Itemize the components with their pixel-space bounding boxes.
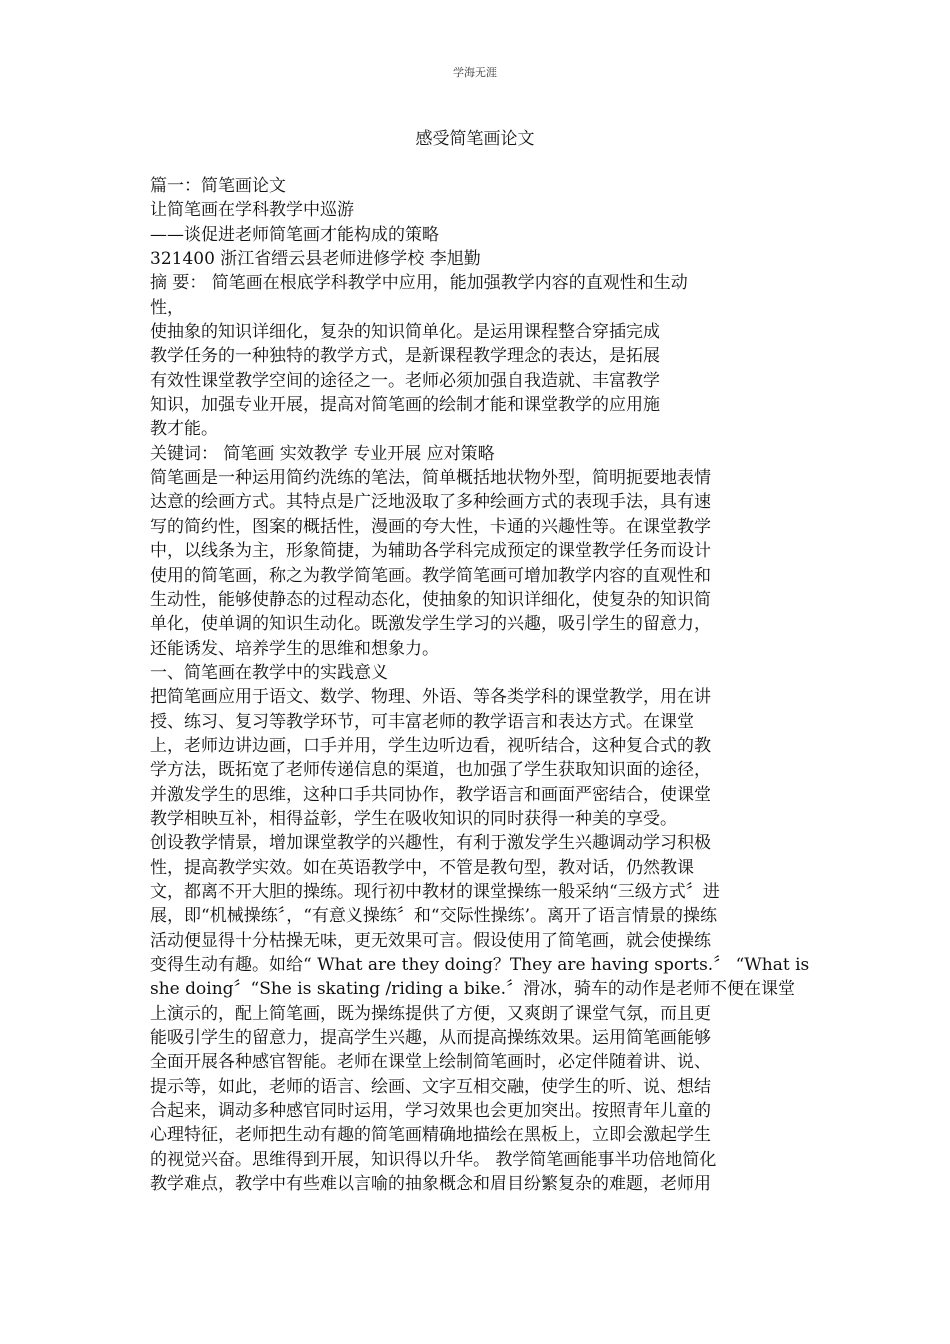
text-line: 文，都离不开大胆的操练。现行初中教材的课堂操练一般采纳“三级方式〞进 xyxy=(150,881,720,902)
text-line: 性， xyxy=(150,297,184,318)
text-line: 活动便显得十分枯操无味，更无效果可言。假设使用了简笔画，就会使操练 xyxy=(150,930,711,951)
text-line: 使抽象的知识详细化，复杂的知识简单化。是运用课程整合穿插完成 xyxy=(150,322,660,343)
text-line: 简笔画是一种运用简约洗练的笔法，简单概括地状物外型，简明扼要地表情 xyxy=(150,468,711,489)
text-line: 合起来，调动多种感官同时运用，学习效果也会更加突出。按照青年儿童的 xyxy=(150,1101,711,1122)
text-line: 关键词： 简笔画 实效教学 专业开展 应对策略 xyxy=(150,443,495,464)
text-line: 生动性，能够使静态的过程动态化，使抽象的知识详细化，使复杂的知识简 xyxy=(150,589,711,610)
text-line: 展，即“机械操练〞，“有意义操练〞和“交际性操练’。离开了语言情景的操练 xyxy=(150,906,717,927)
text-line: 并激发学生的思维，这种口手共同协作，教学语言和画面严密结合，使课堂 xyxy=(150,784,711,805)
text-line: 能吸引学生的留意力，提高学生兴趣，从而提高操练效果。运用简笔画能够 xyxy=(150,1028,711,1049)
text-line: 一、简笔画在教学中的实践意义 xyxy=(150,662,388,683)
text-line: 性，提高教学实效。如在英语教学中，不管是教句型，教对话，仍然教课 xyxy=(150,857,694,878)
text-line: 教学相映互补，相得益彰，学生在吸收知识的同时获得一种美的享受。 xyxy=(150,808,677,829)
text-line: 变得生动有趣。如给“ What are they doing？They are having sports.〞 “What is xyxy=(150,955,810,975)
text-line: 把简笔画应用于语文、数学、物理、外语、等各类学科的课堂教学，用在讲 xyxy=(150,687,711,708)
text-line: 的视觉兴奋。思维得到开展，知识得以升华。 教学简笔画能事半功倍地简化 xyxy=(150,1149,717,1170)
document-title: 感受简笔画论文 xyxy=(415,129,535,149)
text-line: 创设教学情景，增加课堂教学的兴趣性，有利于激发学生兴趣调动学习积极 xyxy=(150,833,711,854)
text-line: 心理特征，老师把生动有趣的简笔画精确地描绘在黑板上，立即会激起学生 xyxy=(150,1125,711,1146)
document-body xyxy=(150,174,810,1196)
text-line: 有效性课堂教学空间的途径之一。老师必须加强自我造就、丰富教学 xyxy=(150,370,660,391)
text-line: 达意的绘画方式。其特点是广泛地汲取了多种绘画方式的表现手法，具有速 xyxy=(150,492,711,513)
text-line: 篇一：简笔画论文 xyxy=(150,176,286,196)
text-line: she doing〞“She is skating /riding a bike.〞滑冰，骑车的动作是老师不便在课堂 xyxy=(150,979,795,1000)
text-line: 教学任务的一种独特的教学方式，是新课程教学理念的表达，是拓展 xyxy=(150,346,660,367)
text-line: 学方法，既拓宽了老师传递信息的渠道，也加强了学生获取知识面的途径， xyxy=(150,760,711,781)
text-line: 教学难点，教学中有些难以言喻的抽象概念和眉目纷繁复杂的难题，老师用 xyxy=(150,1174,711,1195)
page-header: 学海无涯 xyxy=(453,66,497,79)
text-line: 知识，加强专业开展，提高对简笔画的绘制才能和课堂教学的应用施 xyxy=(150,395,660,416)
text-line: 中，以线条为主，形象简捷，为辅助各学科完成预定的课堂教学任务而设计 xyxy=(150,541,711,562)
text-line: 教才能。 xyxy=(150,419,218,440)
text-line: 摘 要： 简笔画在根底学科教学中应用，能加强教学内容的直观性和生动 xyxy=(150,273,688,294)
text-line: 全面开展各种感官智能。老师在课堂上绘制简笔画时，必定伴随着讲、说、 xyxy=(150,1052,711,1073)
text-line: 单化，使单调的知识生动化。既激发学生学习的兴趣，吸引学生的留意力， xyxy=(150,614,711,635)
text-line: 授、练习、复习等教学环节，可丰富老师的教学语言和表达方式。在课堂 xyxy=(150,711,694,732)
text-line: 上演示的，配上简笔画，既为操练提供了方便，又爽朗了课堂气氛，而且更 xyxy=(150,1003,711,1024)
text-line: 让简笔画在学科教学中巡游 xyxy=(150,200,354,221)
text-line: ——谈促进老师简笔画才能构成的策略 xyxy=(150,224,439,245)
text-line: 使用的简笔画，称之为教学简笔画。教学简笔画可增加教学内容的直观性和 xyxy=(150,565,711,586)
text-line: 上，老师边讲边画，口手并用，学生边听边看，视听结合，这种复合式的教 xyxy=(150,735,711,756)
text-line: 提示等，如此，老师的语言、绘画、文字互相交融，使学生的听、说、想结 xyxy=(150,1076,711,1097)
text-line: 写的简约性，图案的概括性，漫画的夸大性，卡通的兴趣性等。在课堂教学 xyxy=(150,516,711,537)
text-line: 还能诱发、培养学生的思维和想象力。 xyxy=(150,638,439,659)
text-line: 321400 浙江省缙云县老师进修学校 李旭勤 xyxy=(150,249,481,270)
